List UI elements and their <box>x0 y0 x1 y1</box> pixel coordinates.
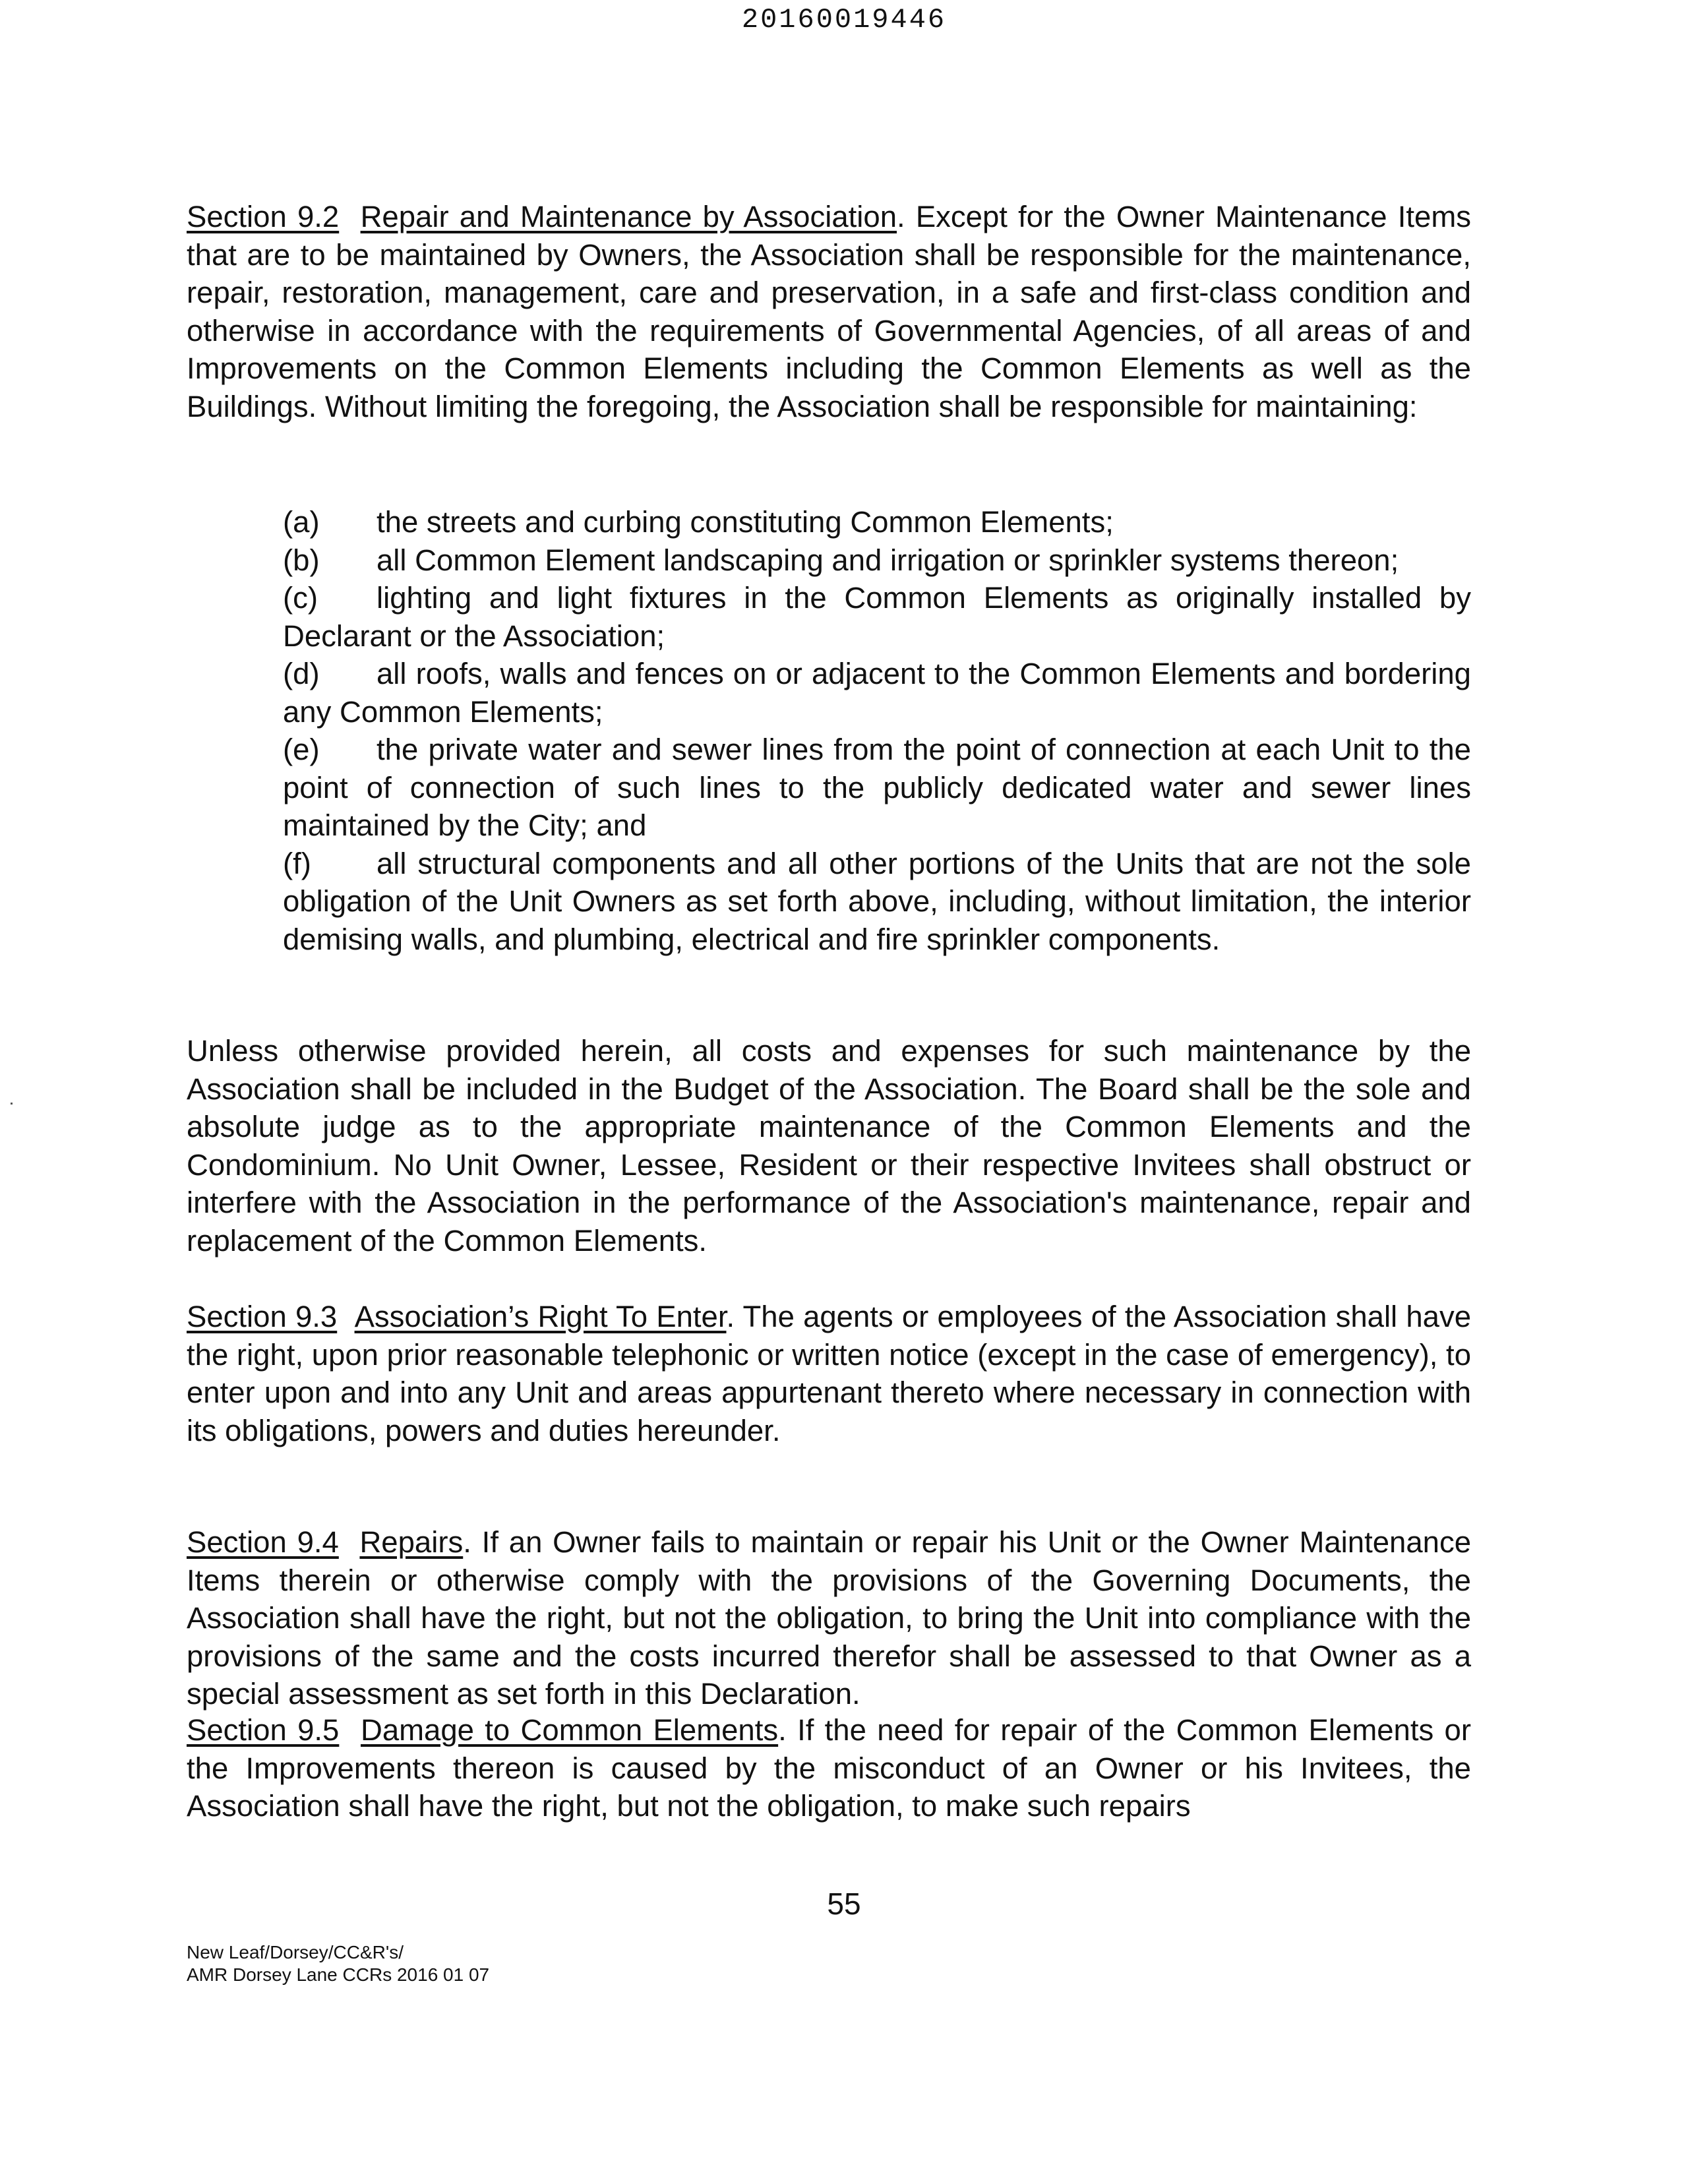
list-item <box>283 731 1471 845</box>
section-9-3-paragraph <box>187 1298 1471 1449</box>
list-item <box>283 541 1471 580</box>
section-9-2-title: Repair and Maintenance by Association <box>360 200 897 233</box>
section-9-4-label: Section 9.4 <box>187 1525 339 1559</box>
section-9-4-title: Repairs <box>359 1525 464 1559</box>
list-item-text: lighting and light fixtures in the Common Elements as originally installed by Declarant or the Association; <box>283 581 1471 653</box>
list-item-label: (d) <box>283 657 320 690</box>
scan-speck <box>11 1103 13 1105</box>
list-item <box>283 845 1471 959</box>
section-9-2-label: Section 9.2 <box>187 200 340 233</box>
section-9-5-title: Damage to Common Elements <box>360 1713 779 1747</box>
section-9-4-paragraph <box>187 1523 1471 1713</box>
list-item-text: the streets and curbing constituting Common Elements; <box>377 505 1114 539</box>
section-9-5-text: . If the need for repair of the Common Elements or the Improvements thereon is caused by the misconduct of an Owner or his Invitees, the Association shall have the right, but not the obligation, to make such repairs <box>187 1713 1471 1823</box>
section-9-2-paragraph <box>187 198 1471 425</box>
section-9-3-title: Association’s Right To Enter <box>354 1300 727 1333</box>
list-item <box>283 579 1471 655</box>
section-9-3-label: Section 9.3 <box>187 1300 338 1333</box>
list-item <box>283 655 1471 731</box>
list-item-text: all roofs, walls and fences on or adjacent to the Common Elements and bordering any Common Elements; <box>283 657 1471 729</box>
section-9-5-paragraph <box>187 1711 1471 1825</box>
document-number: 20160019446 <box>741 4 947 36</box>
maintenance-items-list <box>283 503 1471 958</box>
list-item-label: (e) <box>283 733 320 766</box>
list-item <box>283 503 1471 541</box>
list-item-label: (a) <box>283 505 320 539</box>
section-9-2-text: . Except for the Owner Maintenance Items that are to be maintained by Owners, the Association shall be responsible for the maintenance, repair, restoration, management, care and preservation, in a safe and first-class condition and otherwise in accordance with the requirements of Governmental Agencies, of all areas of and Improvements on the Common Elements including the Common Elements as well as the Buildings. Without limiting the foregoing, the Association shall be responsible for maintaining: <box>187 200 1471 423</box>
section-9-4-text: . If an Owner fails to maintain or repair his Unit or the Owner Maintenance Items therein or otherwise comply with the provisions of the Governing Documents, the Association shall have the right, but not the obligation, to bring the Unit into compliance with the provisions of the same and the costs incurred therefor shall be assessed to that Owner as a special assessment as set forth in this Declaration. <box>187 1525 1471 1711</box>
section-9-5-label: Section 9.5 <box>187 1713 340 1747</box>
list-item-text: all Common Element landscaping and irrigation or sprinkler systems thereon; <box>377 543 1399 577</box>
page-number: 55 <box>827 1887 861 1921</box>
list-item-text: the private water and sewer lines from the point of connection at each Unit to the point of connection of such lines to the publicly dedicated water and sewer lines maintained by the City; and <box>283 733 1471 842</box>
maintenance-cost-paragraph: Unless otherwise provided herein, all costs and expenses for such maintenance by the Association shall be included in the Budget of the Association. The Board shall be the sole and absolute judge as to the appropriate maintenance of the Common Elements and the Condominium. No Unit Owner, Lessee, Resident or their respective Invitees shall obstruct or interfere with the Association in the performance of the Association's maintenance, repair and replacement of the Common Elements. <box>187 1034 1471 1258</box>
list-item-label: (b) <box>283 543 320 577</box>
footer-line: New Leaf/Dorsey/CC&R's/ <box>187 1942 404 1962</box>
section-9-3-text: . The agents or employees of the Association shall have the right, upon prior reasonable telephonic or written notice (except in the case of emergency), to enter upon and into any Unit and areas appurtenant thereto where necessary in connection with its obligations, powers and duties hereunder. <box>187 1300 1472 1447</box>
footer-line: AMR Dorsey Lane CCRs 2016 01 07 <box>187 1964 490 1985</box>
list-item-label: (c) <box>283 581 318 615</box>
list-item-label: (f) <box>283 846 311 880</box>
list-item-text: all structural components and all other portions of the Units that are not the sole obligation of the Unit Owners as set forth above, including, without limitation, the interior demising walls, and plumbing, electrical and fire sprinkler components. <box>283 846 1471 956</box>
footer-file-reference <box>187 1941 489 1986</box>
